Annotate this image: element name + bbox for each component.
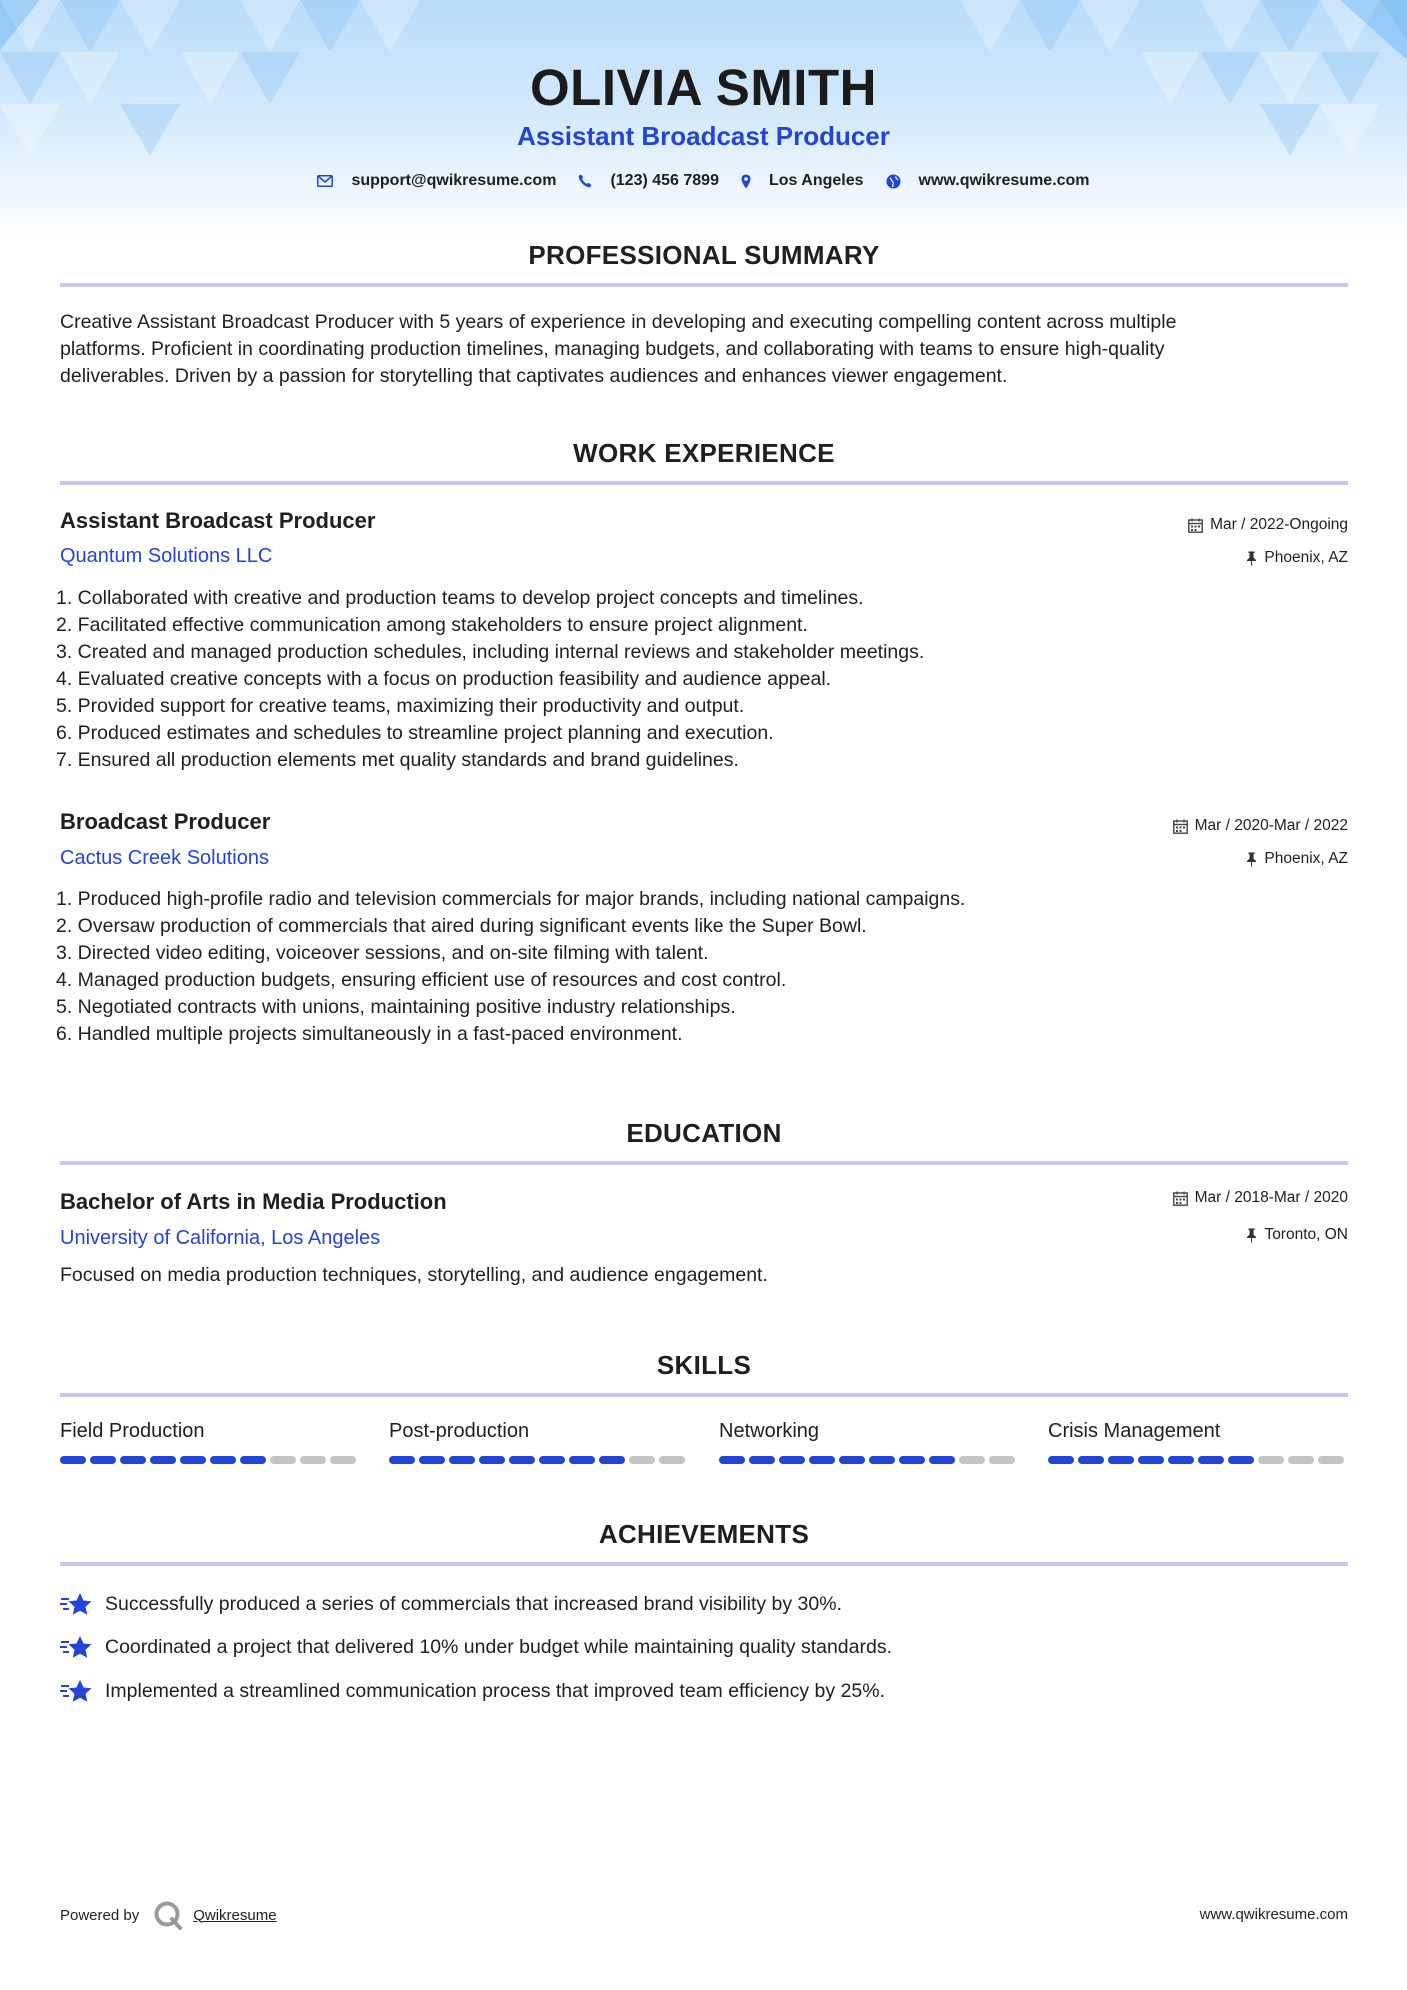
skill-segment-filled xyxy=(809,1456,835,1464)
job-dates-text: Mar / 2020-Mar / 2022 xyxy=(1194,817,1348,834)
skill-segment-empty xyxy=(959,1456,985,1464)
skill-name: Networking xyxy=(719,1420,820,1442)
achievement-text: Implemented a streamlined communication process that improved team efficiency by 25%. xyxy=(105,1679,886,1702)
skill-segment-filled xyxy=(1168,1456,1194,1464)
pushpin-icon xyxy=(1246,1228,1257,1243)
skill-segment-filled xyxy=(599,1456,625,1464)
skill-level-bar xyxy=(389,1456,689,1464)
achievement-text: Successfully produced a series of commercials that increased brand visibility by 30%. xyxy=(105,1592,843,1615)
qwikresume-logo-icon xyxy=(153,1900,183,1930)
degree-title: Bachelor of Arts in Media Production xyxy=(60,1189,447,1214)
achievement-item xyxy=(60,1590,842,1618)
skill-segment-filled xyxy=(419,1456,445,1464)
star-icon xyxy=(60,1633,93,1661)
skill-segment-filled xyxy=(210,1456,236,1464)
skill-segment-empty xyxy=(1258,1456,1284,1464)
job-dates xyxy=(1173,817,1348,835)
contact-email[interactable] xyxy=(317,172,556,190)
header-background xyxy=(0,0,1407,240)
list-item: 5. Negotiated contracts with unions, maintaining positive industry relationships. xyxy=(56,996,736,1018)
skill-name: Post-production xyxy=(389,1420,530,1442)
list-item: 4. Evaluated creative concepts with a focus on production feasibility and audience appeal. xyxy=(56,668,832,690)
brand-link[interactable]: Qwikresume xyxy=(193,1906,277,1924)
skill-segment-empty xyxy=(659,1456,685,1464)
skill-segment-filled xyxy=(869,1456,895,1464)
star-icon xyxy=(60,1590,93,1618)
skill-level-bar xyxy=(719,1456,1019,1464)
skill-segment-filled xyxy=(479,1456,505,1464)
achievement-item xyxy=(60,1633,892,1661)
achievements-divider xyxy=(60,1562,1348,1566)
skill-level-bar xyxy=(60,1456,360,1464)
contact-phone[interactable] xyxy=(578,172,719,190)
list-item: 2. Oversaw production of commercials that aired during significant events like the Super Bowl. xyxy=(56,915,867,937)
job-dates xyxy=(1188,516,1348,534)
summary-line: platforms. Proficient in coordinating production timelines, managing budgets, and collaborating with teams to ensure high-quality xyxy=(60,338,1165,360)
skill-segment-filled xyxy=(1108,1456,1134,1464)
map-pin-icon xyxy=(741,174,751,189)
skill-item xyxy=(389,1420,689,1464)
skill-segment-filled xyxy=(120,1456,146,1464)
skill-item xyxy=(719,1420,1019,1464)
education-dates xyxy=(1173,1189,1348,1207)
education-dates-text: Mar / 2018-Mar / 2020 xyxy=(1194,1189,1348,1206)
skill-segment-filled xyxy=(240,1456,266,1464)
summary-line: Creative Assistant Broadcast Producer with 5 years of experience in developing and executing compelling content across multiple xyxy=(60,311,1177,333)
skill-segment-filled xyxy=(719,1456,745,1464)
contact-website[interactable] xyxy=(886,172,1090,190)
job-location xyxy=(1246,850,1348,868)
envelope-icon xyxy=(317,175,333,187)
candidate-role: Assistant Broadcast Producer xyxy=(517,121,890,151)
summary-heading: PROFESSIONAL SUMMARY xyxy=(528,240,880,270)
summary-text xyxy=(60,309,1350,390)
skill-segment-filled xyxy=(180,1456,206,1464)
pushpin-icon xyxy=(1246,551,1257,566)
list-item: 5. Provided support for creative teams, maximizing their productivity and output. xyxy=(56,695,745,717)
list-item: 1. Produced high-profile radio and television commercials for major brands, including national campaigns. xyxy=(56,888,966,910)
skill-name: Crisis Management xyxy=(1048,1420,1221,1442)
job-bullets xyxy=(56,886,1346,1048)
job-bullets xyxy=(56,585,1346,774)
achievements-heading: ACHIEVEMENTS xyxy=(598,1519,810,1549)
list-item: 4. Managed production budgets, ensuring efficient use of resources and cost control. xyxy=(56,969,787,991)
education-description: Focused on media production techniques, storytelling, and audience engagement. xyxy=(60,1264,768,1286)
calendar-icon xyxy=(1173,1191,1188,1206)
job-location xyxy=(1246,549,1348,567)
hexagon-pattern xyxy=(0,0,1407,240)
skill-segment-empty xyxy=(1288,1456,1314,1464)
skill-segment-filled xyxy=(389,1456,415,1464)
skill-segment-filled xyxy=(60,1456,86,1464)
skill-segment-filled xyxy=(449,1456,475,1464)
skill-item xyxy=(1048,1420,1348,1464)
list-item: 2. Facilitated effective communication among stakeholders to ensure project alignment. xyxy=(56,614,808,636)
calendar-icon xyxy=(1173,819,1188,834)
candidate-name: OLIVIA SMITH xyxy=(530,59,877,116)
job-location-text: Phoenix, AZ xyxy=(1264,850,1348,867)
experience-divider xyxy=(60,481,1348,485)
skills-divider xyxy=(60,1393,1348,1397)
skill-name: Field Production xyxy=(60,1420,205,1442)
skill-segment-filled xyxy=(1198,1456,1224,1464)
contact-website-text: www.qwikresume.com xyxy=(918,172,1090,189)
education-location-text: Toronto, ON xyxy=(1264,1226,1348,1243)
achievement-item xyxy=(60,1677,885,1705)
list-item: 3. Created and managed production schedules, including internal reviews and stakeholder meetings. xyxy=(56,641,925,663)
skills-heading: SKILLS xyxy=(656,1350,752,1380)
job-dates-text: Mar / 2022-Ongoing xyxy=(1210,516,1348,533)
contact-location-text: Los Angeles xyxy=(768,172,864,189)
job-company: Cactus Creek Solutions xyxy=(60,847,269,869)
experience-heading: WORK EXPERIENCE xyxy=(573,438,835,468)
skill-segment-filled xyxy=(1228,1456,1254,1464)
skill-segment-filled xyxy=(509,1456,535,1464)
job-location-text: Phoenix, AZ xyxy=(1264,549,1348,566)
contact-location xyxy=(741,172,864,190)
skill-segment-empty xyxy=(330,1456,356,1464)
skill-segment-filled xyxy=(779,1456,805,1464)
contact-phone-text: (123) 456 7899 xyxy=(610,172,719,189)
list-item: 3. Directed video editing, voiceover sessions, and on-site filming with talent. xyxy=(56,942,709,964)
education-heading: EDUCATION xyxy=(626,1118,782,1148)
skill-segment-filled xyxy=(1138,1456,1164,1464)
skill-segment-empty xyxy=(300,1456,326,1464)
footer-powered-by xyxy=(60,1900,277,1930)
job-company: Quantum Solutions LLC xyxy=(60,545,273,567)
skill-segment-filled xyxy=(1078,1456,1104,1464)
skill-item xyxy=(60,1420,360,1464)
powered-by-label: Powered by xyxy=(60,1906,140,1924)
skill-segment-filled xyxy=(839,1456,865,1464)
skill-segment-filled xyxy=(899,1456,925,1464)
skill-segment-empty xyxy=(270,1456,296,1464)
skill-segment-filled xyxy=(929,1456,955,1464)
skill-segment-filled xyxy=(150,1456,176,1464)
phone-icon xyxy=(578,174,592,188)
skill-segment-filled xyxy=(569,1456,595,1464)
job-title: Assistant Broadcast Producer xyxy=(60,508,376,533)
contact-email-text: support@qwikresume.com xyxy=(351,172,557,189)
skill-segment-filled xyxy=(1048,1456,1074,1464)
star-icon xyxy=(60,1677,93,1705)
achievement-text: Coordinated a project that delivered 10% under budget while maintaining quality standards. xyxy=(105,1635,892,1658)
skill-segment-empty xyxy=(629,1456,655,1464)
list-item: 1. Collaborated with creative and production teams to develop project concepts and timelines. xyxy=(56,587,864,609)
footer-website[interactable]: www.qwikresume.com xyxy=(1199,1906,1348,1923)
skill-segment-empty xyxy=(989,1456,1015,1464)
skill-level-bar xyxy=(1048,1456,1348,1464)
skill-segment-filled xyxy=(539,1456,565,1464)
education-divider xyxy=(60,1161,1348,1165)
summary-divider xyxy=(60,283,1348,287)
list-item: 7. Ensured all production elements met quality standards and brand guidelines. xyxy=(56,749,739,771)
skill-segment-empty xyxy=(1318,1456,1344,1464)
skill-segment-filled xyxy=(90,1456,116,1464)
list-item: 6. Handled multiple projects simultaneously in a fast-paced environment. xyxy=(56,1023,683,1045)
job-title: Broadcast Producer xyxy=(60,809,271,834)
calendar-icon xyxy=(1188,518,1203,533)
list-item: 6. Produced estimates and schedules to streamline project planning and execution. xyxy=(56,722,774,744)
education-location xyxy=(1246,1226,1348,1244)
skill-segment-filled xyxy=(749,1456,775,1464)
contact-bar xyxy=(0,172,1407,190)
pushpin-icon xyxy=(1246,852,1257,867)
school-name: University of California, Los Angeles xyxy=(60,1227,381,1249)
summary-line: deliverables. Driven by a passion for storytelling that captivates audiences and enhances viewer engagement. xyxy=(60,365,1008,387)
globe-icon xyxy=(886,174,901,189)
